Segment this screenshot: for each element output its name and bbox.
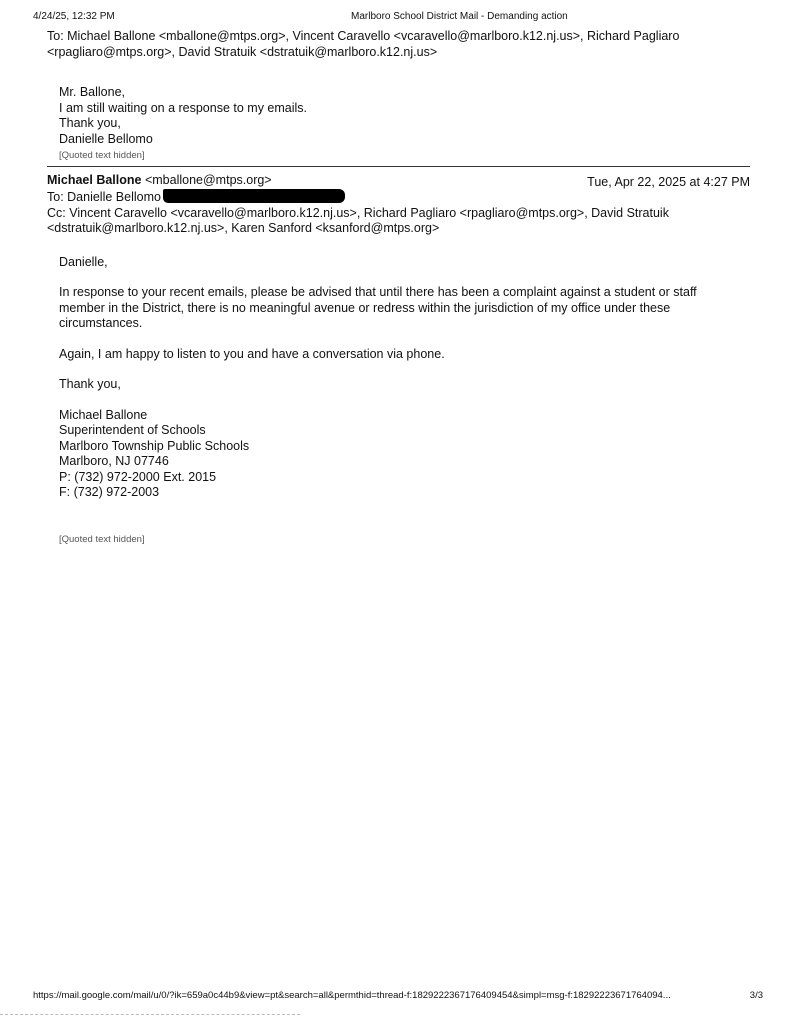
sender-name: Michael Ballone [47,173,142,187]
to-recipient: To: Danielle Bellomo [47,190,161,204]
closing: Thank you, [59,377,121,391]
signature-line: Marlboro Township Public Schools [59,438,250,453]
second-message [47,173,750,547]
paragraph-line: member in the District, there is no meaningful avenue or redress within the jurisdiction of my office under these [59,300,671,315]
print-title: Marlboro School District Mail - Demanding action [351,11,568,22]
print-header [33,11,758,25]
recipients-line: <rpagliaro@mtps.org>, David Stratuik <dstratuik@marlboro.k12.nj.us> [47,44,438,59]
paragraph-response [59,285,750,332]
signature-line: Marlboro, NJ 07746 [59,454,169,468]
cc-line [47,206,750,237]
cc-line-text: <dstratuik@marlboro.k12.nj.us>, Karen Sanford <ksanford@mtps.org> [47,221,440,235]
body-line: Thank you, [59,116,121,130]
signature-block [59,408,750,501]
signature-line: Superintendent of Schools [59,423,206,437]
paragraph-line: circumstances. [59,316,143,330]
message-date: Tue, Apr 22, 2025 at 4:27 PM [587,175,750,189]
message-divider [47,166,750,167]
body-line: Danielle Bellomo [59,131,153,146]
signature-line: F: (732) 972-2003 [59,485,160,499]
quoted-text-toggle[interactable]: [Quoted text hidden] [59,533,145,545]
first-message-body [59,85,757,164]
signature-line: P: (732) 972-2000 Ext. 2015 [59,469,217,484]
quoted-text-toggle[interactable]: [Quoted text hidden] [59,150,145,161]
cc-line-text: Cc: Vincent Caravello <vcaravello@marlboro.k12.nj.us>, Richard Pagliaro <rpagliaro@mtps.org>, David Stratuik [47,205,669,220]
first-message [47,29,757,164]
first-message-recipients [47,29,757,60]
greeting: Danielle, [59,254,108,269]
body-line: Mr. Ballone, [59,85,126,99]
body-line: I am still waiting on a response to my emails. [59,100,308,115]
reply-body [59,255,750,548]
sender-email: <mballone@mtps.org> [144,173,272,187]
redaction-bar [163,189,345,203]
to-line [47,189,750,206]
recipients-line: To: Michael Ballone <mballone@mtps.org>, Vincent Caravello <vcaravello@marlboro.k12.nj.us>, Richard Pagliaro [47,29,680,43]
signature-line: Michael Ballone [59,407,148,422]
scan-edge-line [0,1014,300,1015]
page-url: https://mail.google.com/mail/u/0/?ik=659a0c44b9&view=pt&search=all&permthid=thread-f:1829222367176409454&simpl=msg-f:18292223671764094... [33,990,671,1001]
print-date: 4/24/25, 12:32 PM [33,11,115,22]
message-header [47,173,750,189]
page-number: 3/3 [749,990,763,1001]
paragraph-phone: Again, I am happy to listen to you and have a conversation via phone. [59,346,445,361]
paragraph-line: In response to your recent emails, please be advised that until there has been a complaint against a student or staff [59,285,697,299]
